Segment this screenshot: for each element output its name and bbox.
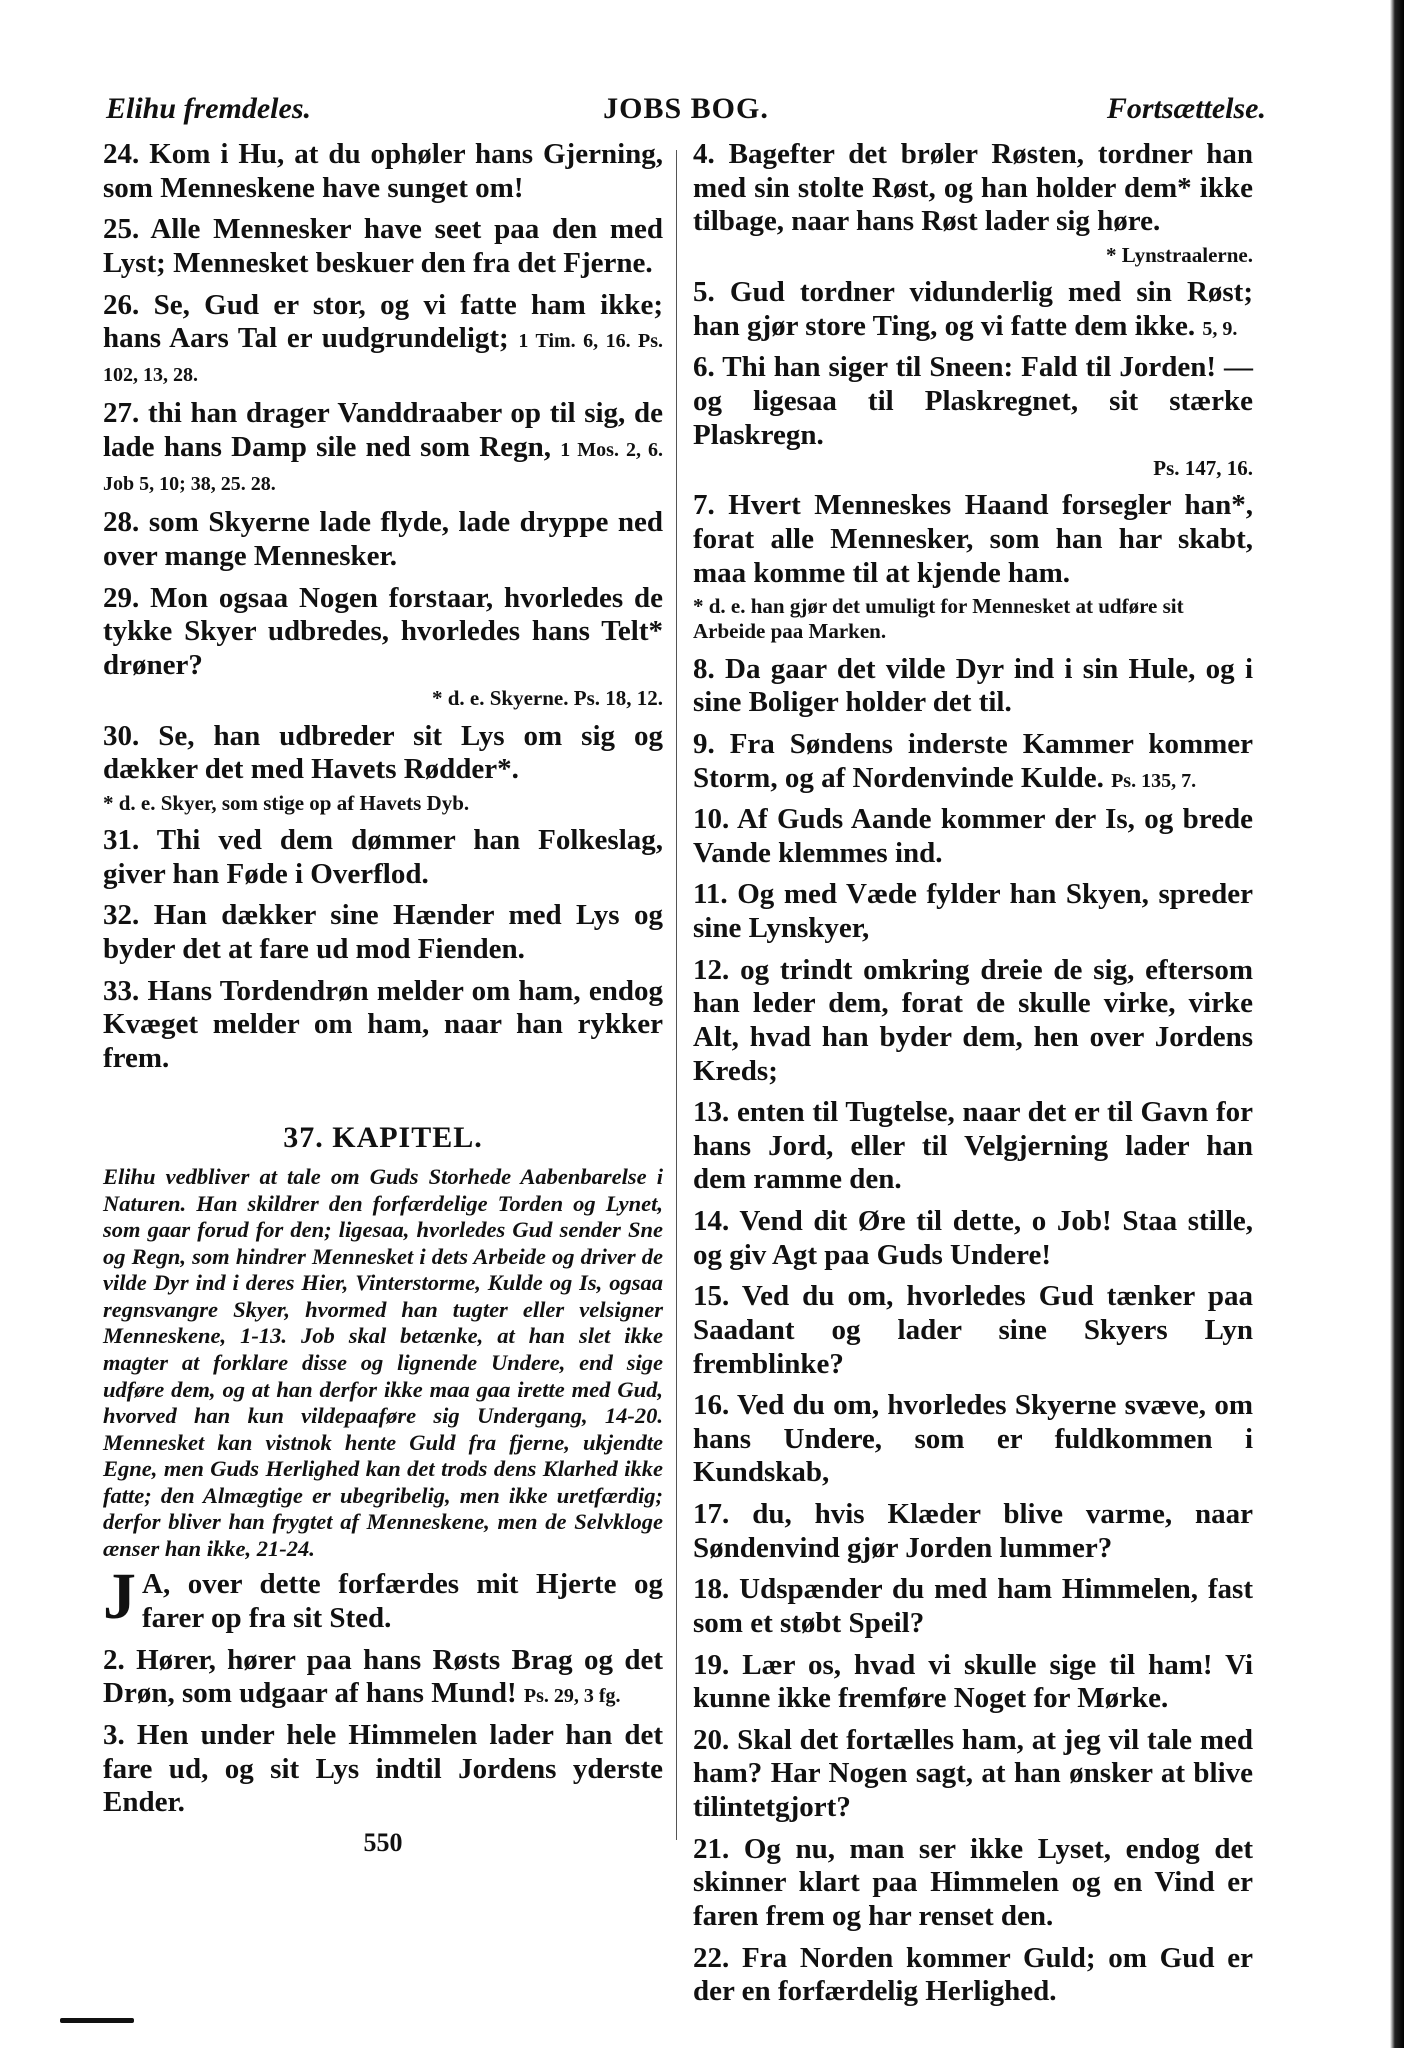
chapter-summary: Elihu vedbliver at tale om Guds Storhede Aabenbarelse i Naturen. Han skildrer den forfærdelige Torden og Lynet, som gaar forud for den; ligesaa, hvorledes Gud sender Sne og Regn, som hindrer Mennesket i dets Arbeide og driver de vilde Dyr ind i deres Hier, Vinterstorme, Kulde og Is, ogsaa regnsvangre Skyer, hvormed han tugter eller velsigner Menneskene, 1-13. Job skal betænke, at han slet ikke magter at forklare disse og lignende Undere, end sige udføre dem, og at han derfor ikke maa gaa irette med Gud, hvorved han kun vildepaaføre sig Undergang, 14-20. Mennesket kan vistnok hente Guld fra fjerne, ukjendte Egne, men Guds Herlighed kan det trods dens Klarhed ikke fatte; den Almægtige er ubegribelig, men ikke uretfærdig; derfor bliver han frygtet af Menneskene, men de Selvkloge ænser han ikke, 21-24. [103,1164,663,1561]
verse-21: 21. Og nu, man ser ikke Lyset, endog det skinner klart paa Himmelen og en Vind er faren frem og har renset den. [693,1832,1253,1932]
verse-20: 20. Skal det fortælles ham, at jeg vil tale med ham? Har Nogen sagt, at han ønsker at blive tilintetgjort? [693,1723,1253,1823]
footnote-29: * d. e. Skyerne. Ps. 18, 12. [432,686,663,711]
verse-31: 31. Thi ved dem dømmer han Folkeslag, giver han Føde i Overflod. [103,824,663,890]
verse-12: 12. og trindt omkring dreie de sig, eftersom han leder dem, forat de skulle virke, virke Alt, hvad han byder dem, hen over Jordens Kreds; [693,953,1253,1087]
verse-27-ref: 1 Mos. 2, 6. Job 5, 10; 38, 25. 28. [103,439,664,495]
verse-15: 15. Ved du om, hvorledes Gud tænker paa Saadant og lader sine Skyers Lyn fremblinke? [693,1280,1253,1380]
verse-11: 11. Og med Væde fylder han Skyen, spreder sine Lynskyer, [693,878,1253,944]
right-column [693,138,1253,2017]
verse-5-ref: 5, 9. [1202,317,1238,340]
verse-4: 4. Bagefter det brøler Røsten, tordner han med sin stolte Røst, og han holder dem* ikke tilbage, naar hans Røst lader sig høre. [693,138,1253,238]
verse-13: 13. enten til Tugtelse, naar det er til Gavn for hans Jord, eller til Velgjerning lader han dem ramme den. [693,1096,1254,1196]
verse-14: 14. Vend dit Øre til dette, o Job! Staa stille, og giv Agt paa Guds Undere! [693,1205,1254,1271]
margin-mark [60,2018,134,2023]
verse-30: 30. Se, han udbreder sit Lys om sig og dækker det med Havets Rødder*. [103,719,663,786]
verse-27: 27. thi han drager Vanddraaber op til sig, de lade hans Damp sile ned som Regn, 1 Mos. 2, 6. Job 5, 10; 38, 25. 28. [103,397,664,495]
verse-16: 16. Ved du om, hvorledes Skyerne svæve, om hans Undere, som er fuldkommen i Kundskab, [693,1389,1253,1489]
drop-cap: J [103,1560,136,1634]
verse-3: 3. Hen under hele Himmelen lader han det fare ud, og sit Lys indtil Jordens yderste Ender. [103,1718,663,1819]
verse-22: 22. Fra Norden kommer Guld; om Gud er der en forfærdelig Herlighed. [693,1941,1254,2008]
footnote-7: * d. e. han gjør det umuligt for Mennesket at udføre sit Arbeide paa Marken. [693,594,1184,644]
verse-33: 33. Hans Tordendrøn melder om ham, endog Kvæget melder om ham, naar han rykker frem. [103,974,664,1074]
verse-32: 32. Han dækker sine Hænder med Lys og byder det at fare ud mod Fienden. [103,899,663,965]
verse-9: 9. Fra Søndens inderste Kammer kommer Storm, og af Nordenvinde Kulde. Ps. 135, 7. [693,727,1253,794]
verse-28: 28. som Skyerne lade flyde, lade dryppe ned over mange Mennesker. [103,506,664,572]
verse-26: 26. Se, Gud er stor, og vi fatte ham ikke; hans Aars Tal er uudgrundeligt; 1 Tim. 6, 16. Ps. 102, 13, 28. [103,288,664,386]
verse-29: 29. Mon ogsaa Nogen forstaar, hvorledes de tykke Skyer udbredes, hvorledes hans Telt* drøner? [103,581,663,681]
verse-7: 7. Hvert Menneskes Haand forsegler han*, forat alle Mennesker, som han har skabt, maa komme til at kjende ham. [693,489,1253,589]
verse-10: 10. Af Guds Aande kommer der Is, og brede Vande klemmes ind. [693,803,1253,869]
page-number: 550 [363,1827,403,1857]
header-left: Elihu fremdeles. [106,92,312,125]
verse-6: 6. Thi han siger til Sneen: Fald til Jorden! — og ligesaa til Plaskregnet, sit stærke Plaskregn. [693,351,1253,451]
verse-19: 19. Lær os, hvad vi skulle sige til ham! Vi kunne ikke fremføre Noget for Mørke. [693,1648,1253,1715]
running-header [106,92,1266,132]
footnote-4: * Lynstraalerne. [1106,242,1253,267]
verse-26-ref: 1 Tim. 6, 16. Ps. 102, 13, 28. [103,330,664,386]
chapter-title: 37. KAPITEL. [283,1121,483,1155]
verse-1: J A, over dette forfærdes mit Hjerte og farer op fra sit Sted. [103,1560,663,1634]
footnote-30: * d. e. Skyer, som stige op af Havets Dyb. [103,790,470,815]
verse-25: 25. Alle Mennesker have seet paa den med Lyst; Mennesket beskuer den fra det Fjerne. [103,213,663,279]
header-title: JOBS BOG. [603,92,769,125]
verse-8: 8. Da gaar det vilde Dyr ind i sin Hule, og i sine Boliger holder det til. [693,652,1254,719]
verse-24: 24. Kom i Hu, at du ophøler hans Gjerning, som Menneskene have sunget om! [103,138,664,204]
verse-17: 17. du, hvis Klæder blive varme, naar Søndenvind gjør Jorden lummer? [693,1498,1253,1564]
verse-5: 5. Gud tordner vidunderlig med sin Røst; han gjør store Ting, og vi fatte dem ikke. 5, 9. [693,276,1253,342]
verse-2-ref: Ps. 29, 3 fg. [523,1685,621,1708]
verse-9-ref: Ps. 135, 7. [1111,769,1197,792]
verse-18: 18. Udspænder du med ham Himmelen, fast som et støbt Speil? [693,1573,1253,1639]
footnote-6: Ps. 147, 16. [1153,456,1253,481]
verse-2: 2. Hører, hører paa hans Røsts Brag og det Drøn, som udgaar af hans Mund! Ps. 29, 3 fg. [103,1643,663,1710]
left-column [103,138,663,1858]
page-edge-shadow [1390,0,1404,2048]
header-right: Fortsættelse. [1106,92,1266,125]
column-divider [676,150,677,1840]
